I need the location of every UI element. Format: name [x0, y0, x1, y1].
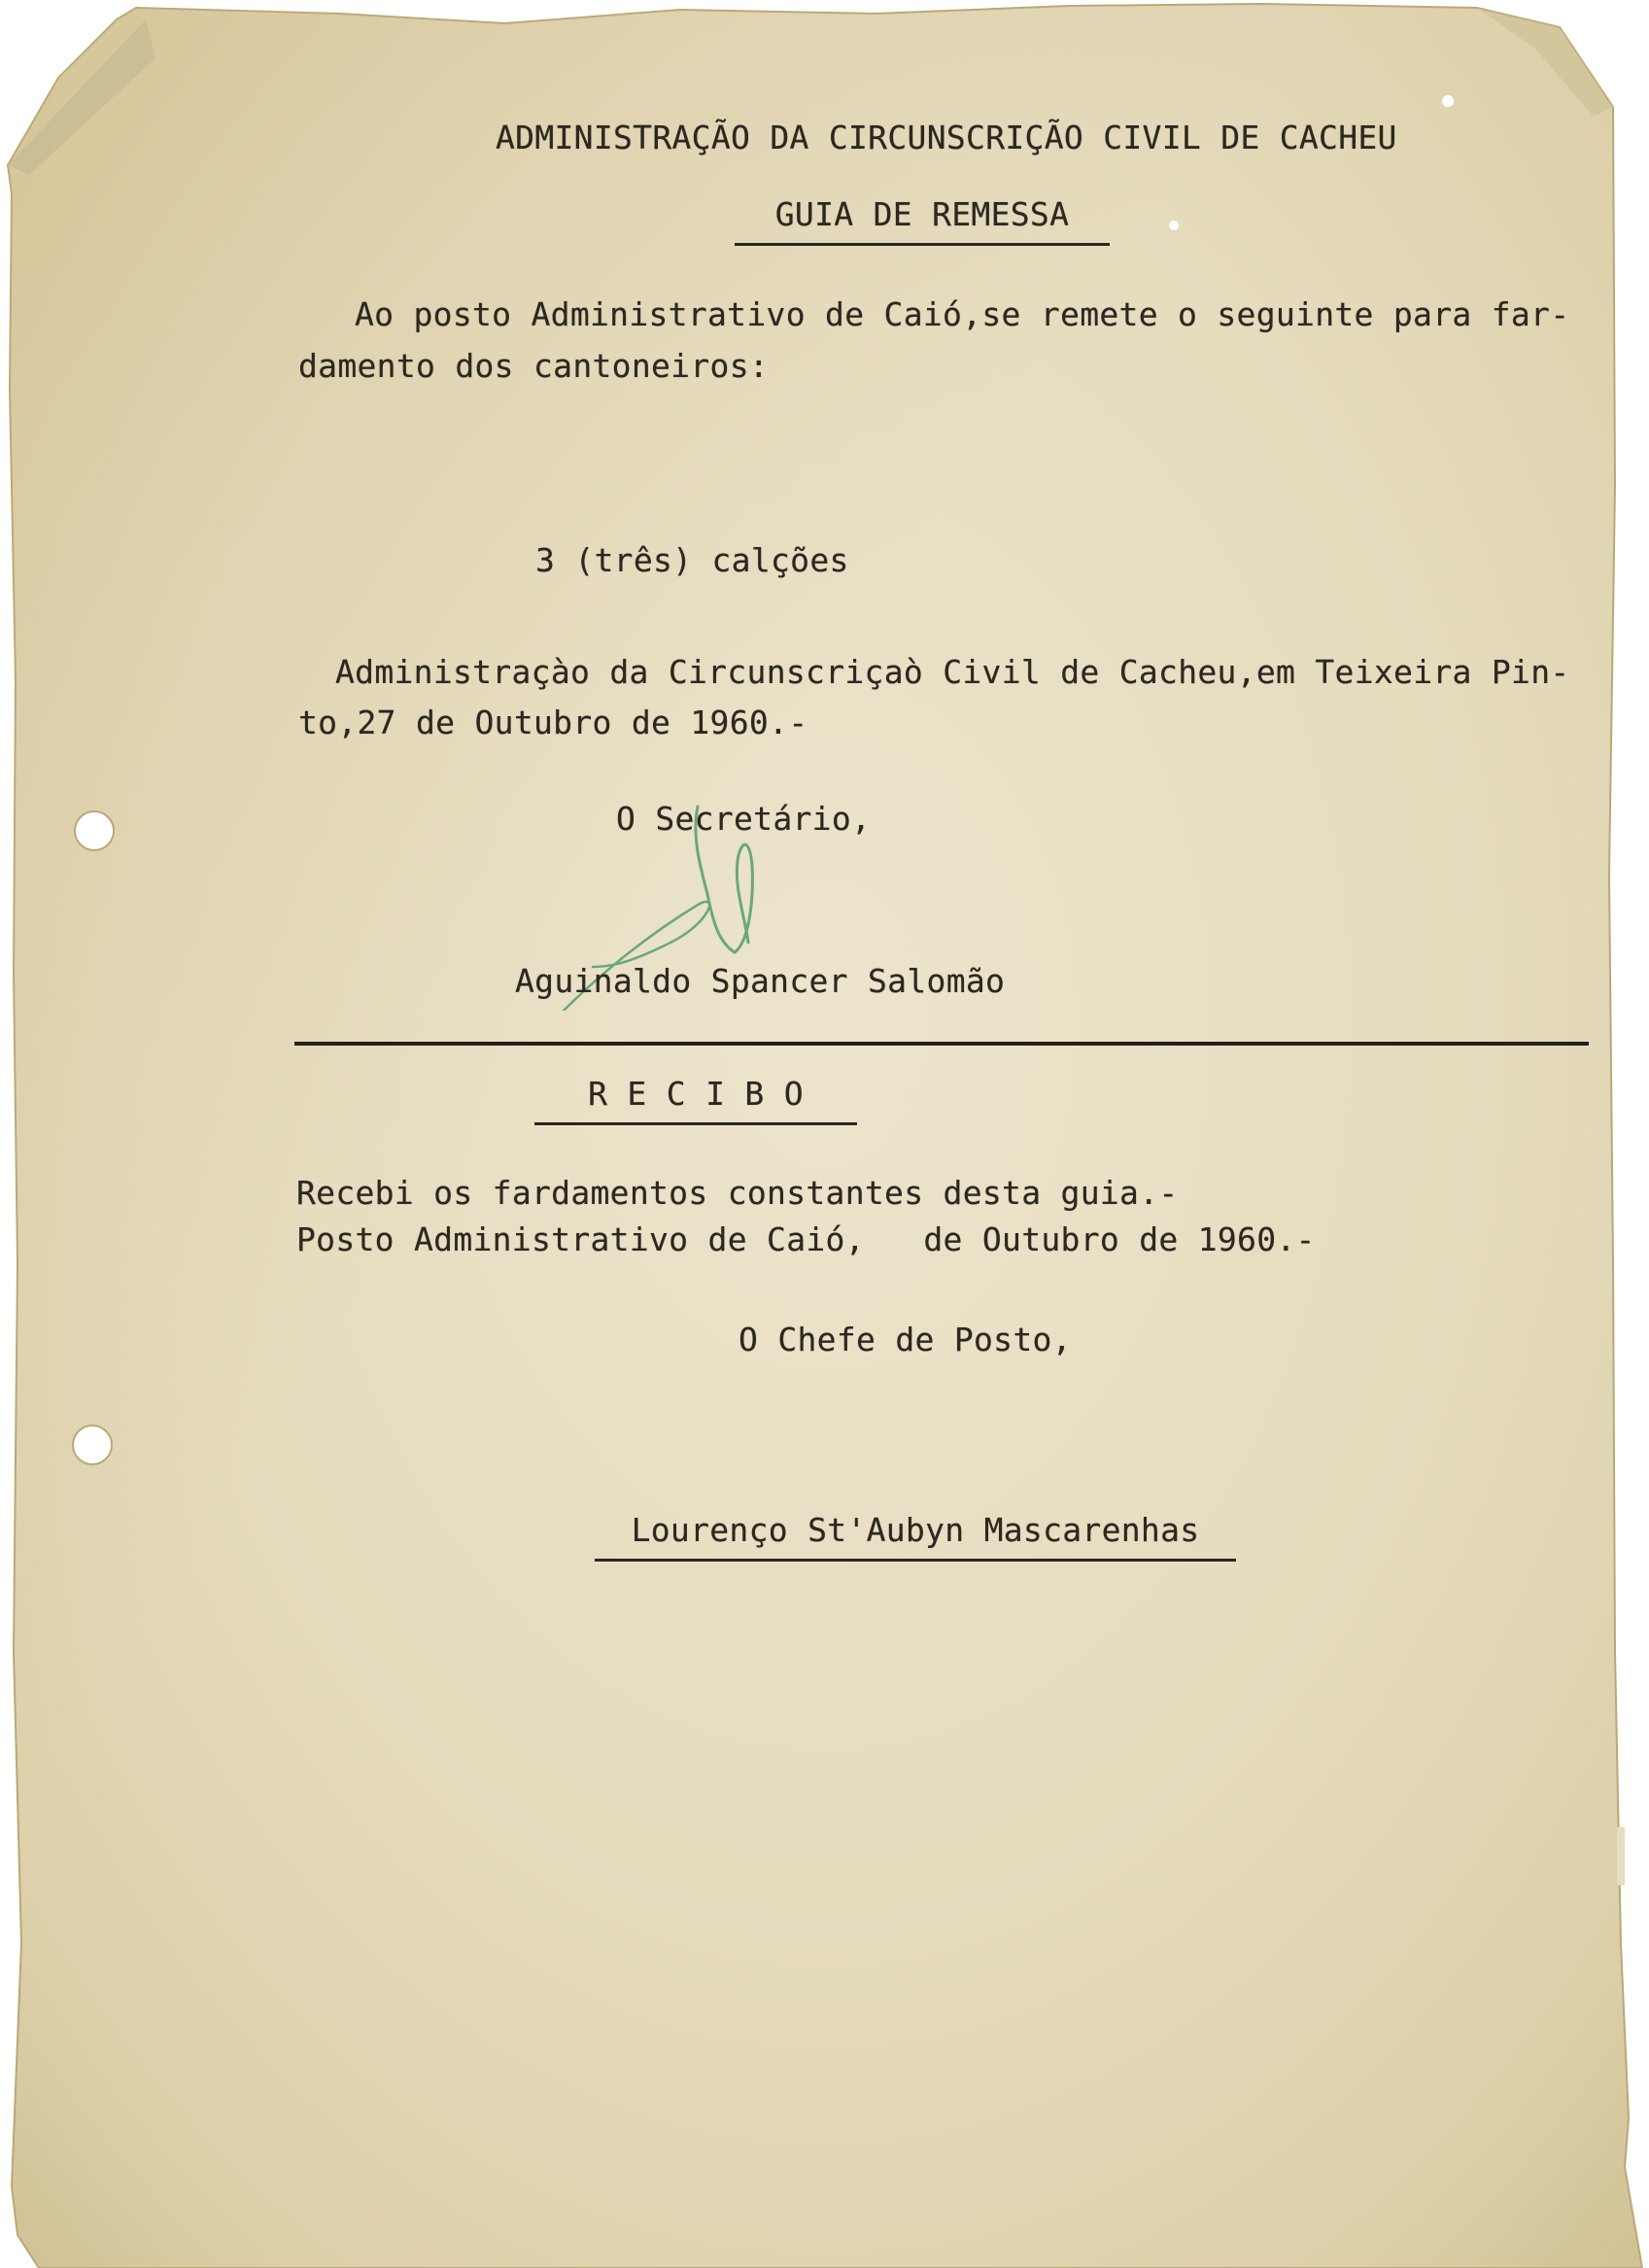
secretary-name: Aguinaldo Spancer Salomão [515, 962, 1006, 1000]
document-header: ADMINISTRAÇÃO DA CIRCUNSCRIÇÃO CIVIL DE CACHEU [496, 119, 1397, 156]
chief-role: O Chefe de Posto, [739, 1321, 1072, 1358]
chief-name: Lourenço St'Aubyn Mascarenhas [595, 1506, 1236, 1562]
receipt-title: R E C I B O [534, 1070, 857, 1125]
item-line: 3 (três) calções [535, 541, 849, 579]
section-divider [294, 1042, 1589, 1046]
receipt-line-2: Posto Administrativo de Caió, de Outubro de 1960.- [296, 1220, 1316, 1258]
punch-hole-icon [73, 1426, 112, 1464]
receipt-line-1: Recebi os fardamentos constantes desta guia.- [296, 1174, 1179, 1212]
place-date-line-2: to,27 de Outubro de 1960.- [298, 704, 808, 741]
intro-line-1: Ao posto Administrativo de Caió,se remete o seguinte para far- [355, 295, 1570, 333]
secretary-role: O Secretário, [616, 800, 872, 838]
document-title: GUIA DE REMESSA [735, 190, 1110, 246]
intro-line-2: damento dos cantoneiros: [298, 347, 770, 385]
punch-hole-icon [75, 811, 114, 850]
place-date-line-1: Administraçào da Circunscriçaò Civil de Cacheu,em Teixeira Pin- [335, 653, 1570, 691]
